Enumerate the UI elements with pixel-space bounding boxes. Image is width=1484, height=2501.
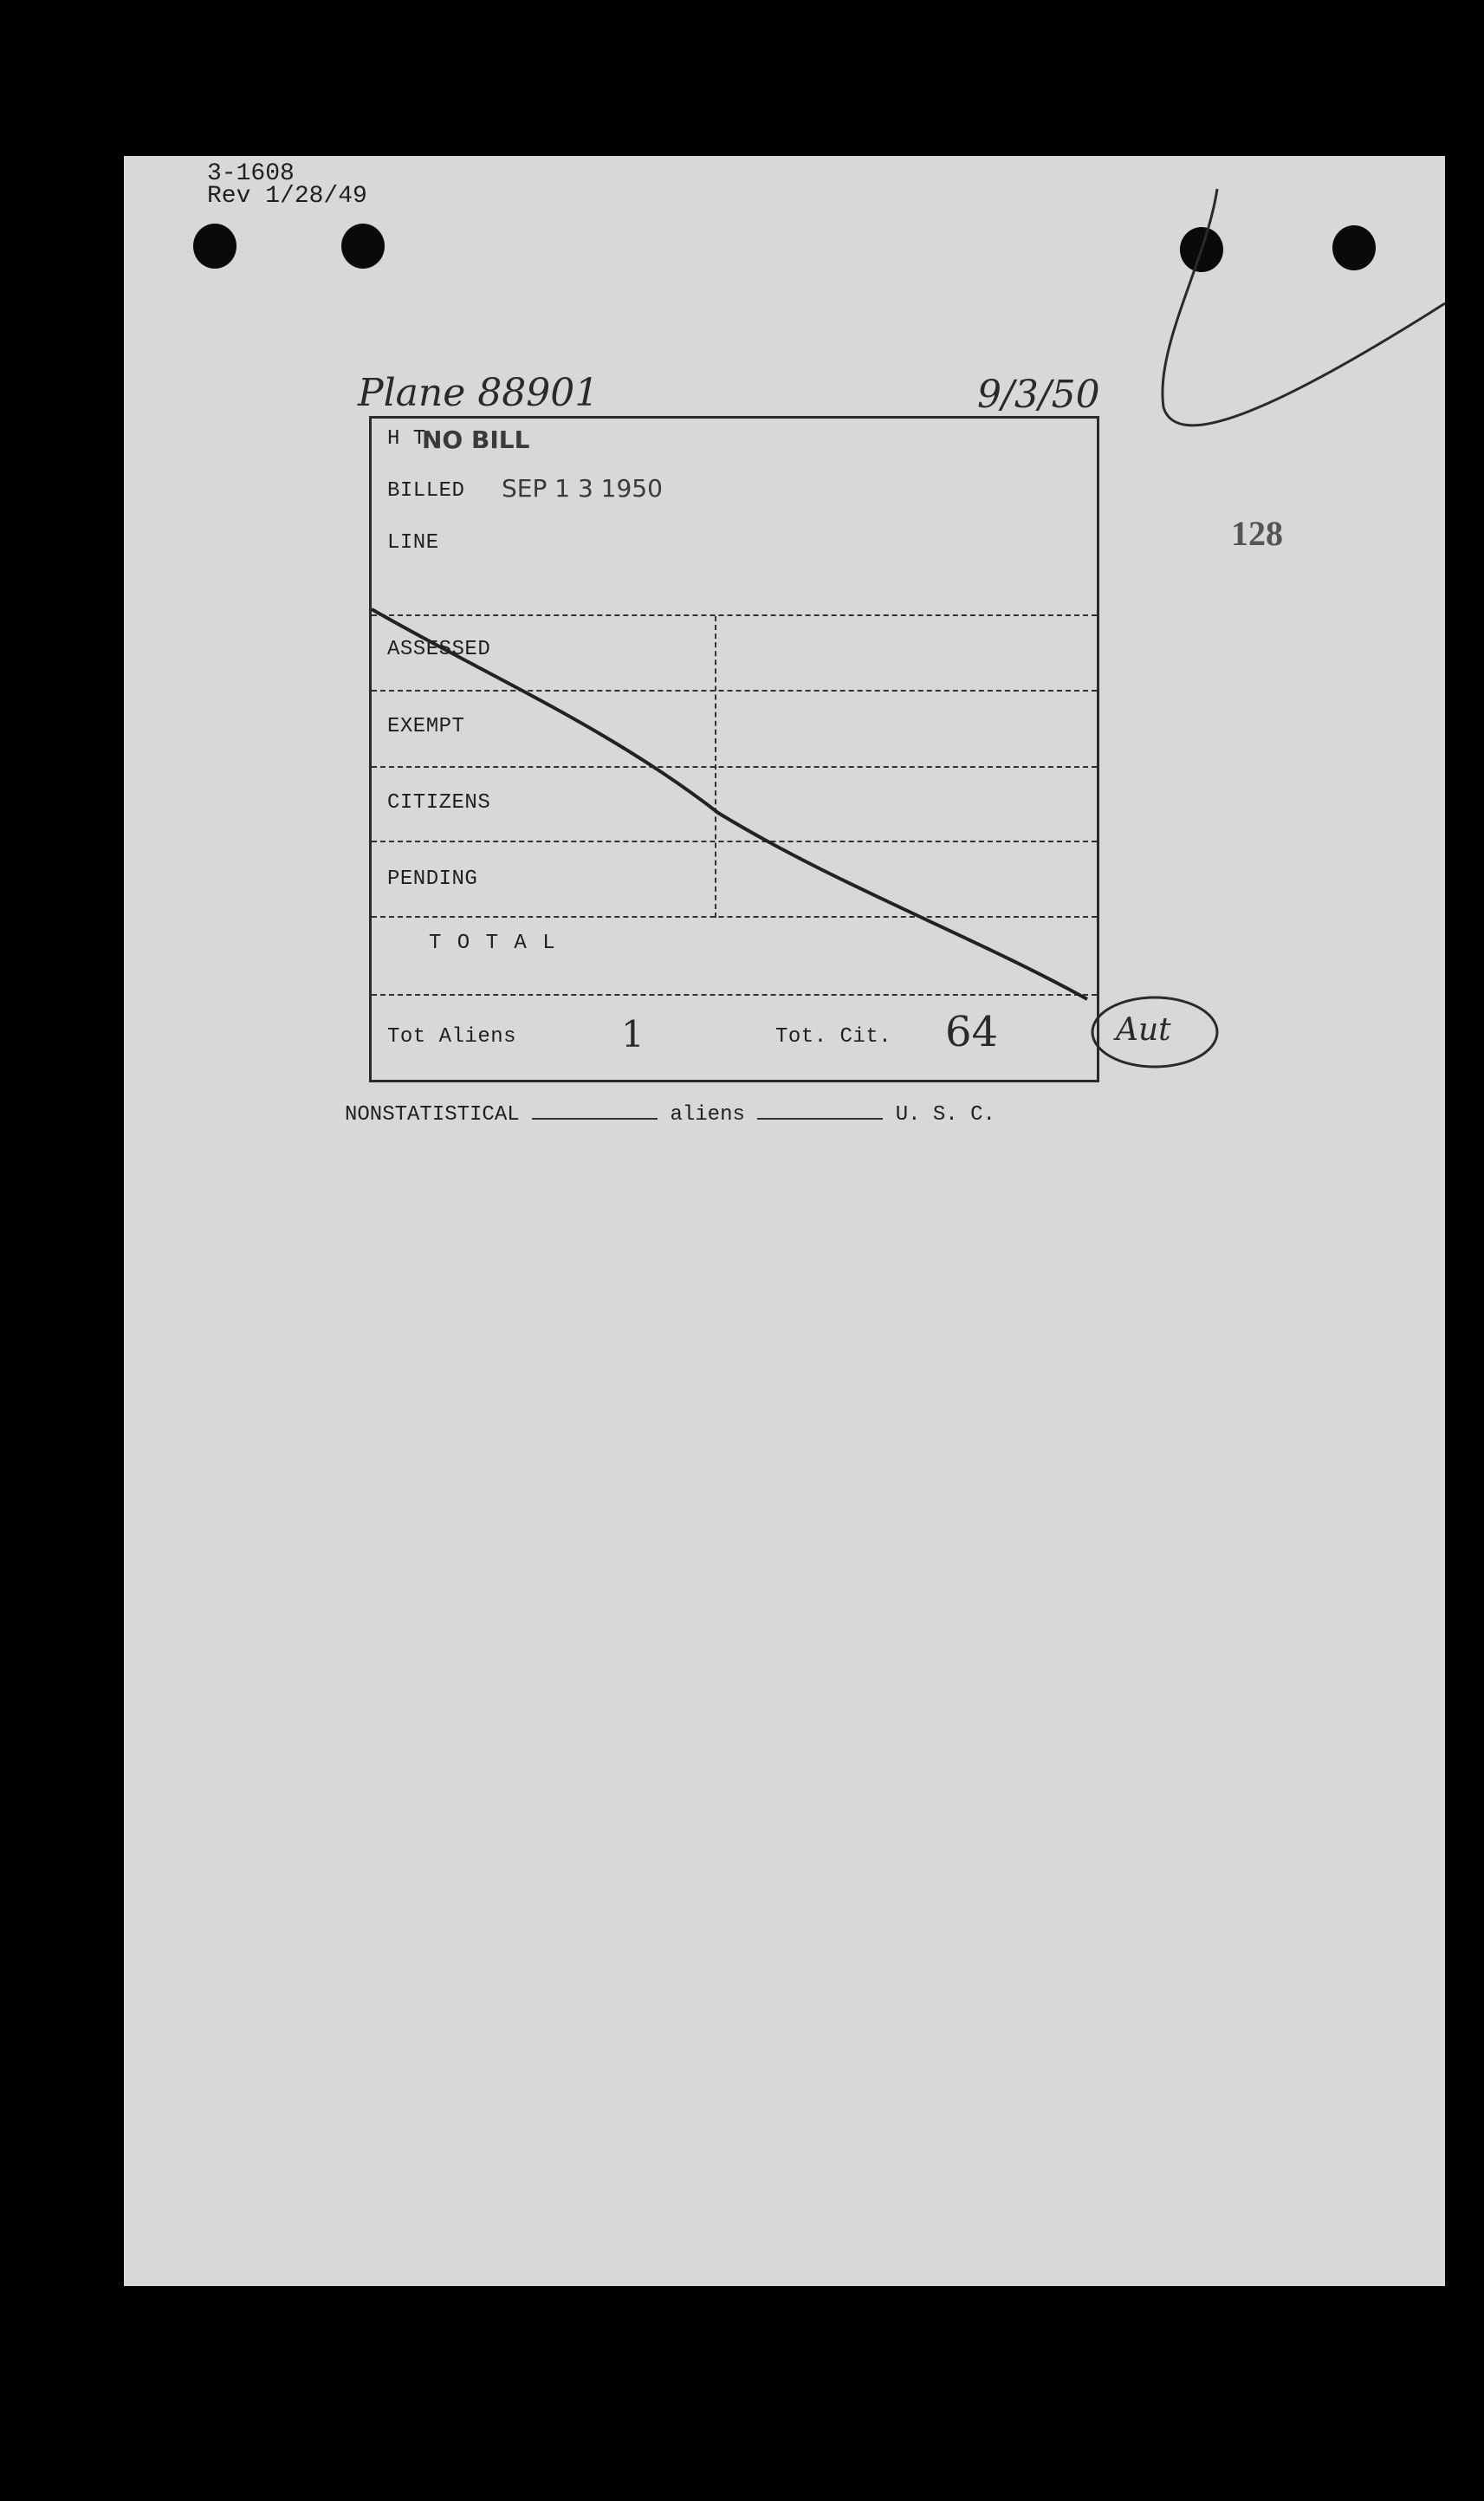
pen-marks (124, 156, 1445, 2286)
no-bill-stamp: NO BILL (422, 425, 530, 454)
usc-label: U. S. C. (895, 1103, 995, 1127)
billed-date-stamp: SEP 1 3 1950 (502, 474, 663, 503)
tot-aliens-label: Tot Aliens (387, 1025, 517, 1049)
nonstatistical-label: NONSTATISTICAL (345, 1103, 520, 1127)
total-label: T O T A L (429, 932, 557, 955)
handwritten-date: 9/3/50 (977, 373, 1100, 417)
circled-note: Aut (1116, 1012, 1171, 1048)
billed-label: BILLED (387, 479, 465, 503)
ht-label: H T (387, 427, 426, 451)
row-label: ASSESSED (387, 638, 491, 661)
handwritten-citizens-count: 64 (945, 1008, 999, 1056)
tot-cit-label: Tot. Cit. (775, 1025, 892, 1049)
cross-out-stroke (372, 609, 1087, 999)
aliens-label: aliens (670, 1103, 745, 1127)
row-label: EXEMPT (387, 715, 465, 738)
row-label: CITIZENS (387, 791, 491, 815)
handwritten-aliens-count: 1 (621, 1013, 645, 1056)
page-number: 128 (1231, 514, 1283, 553)
margin-pen-stroke (1163, 189, 1445, 425)
document-page (124, 156, 1445, 2286)
form-revision: Rev 1/28/49 (207, 183, 367, 210)
form-number: 3-1608 (207, 160, 295, 187)
line-label: LINE (387, 531, 439, 555)
handwritten-vessel: Plane 88901 (358, 371, 599, 415)
row-label: PENDING (387, 867, 478, 891)
